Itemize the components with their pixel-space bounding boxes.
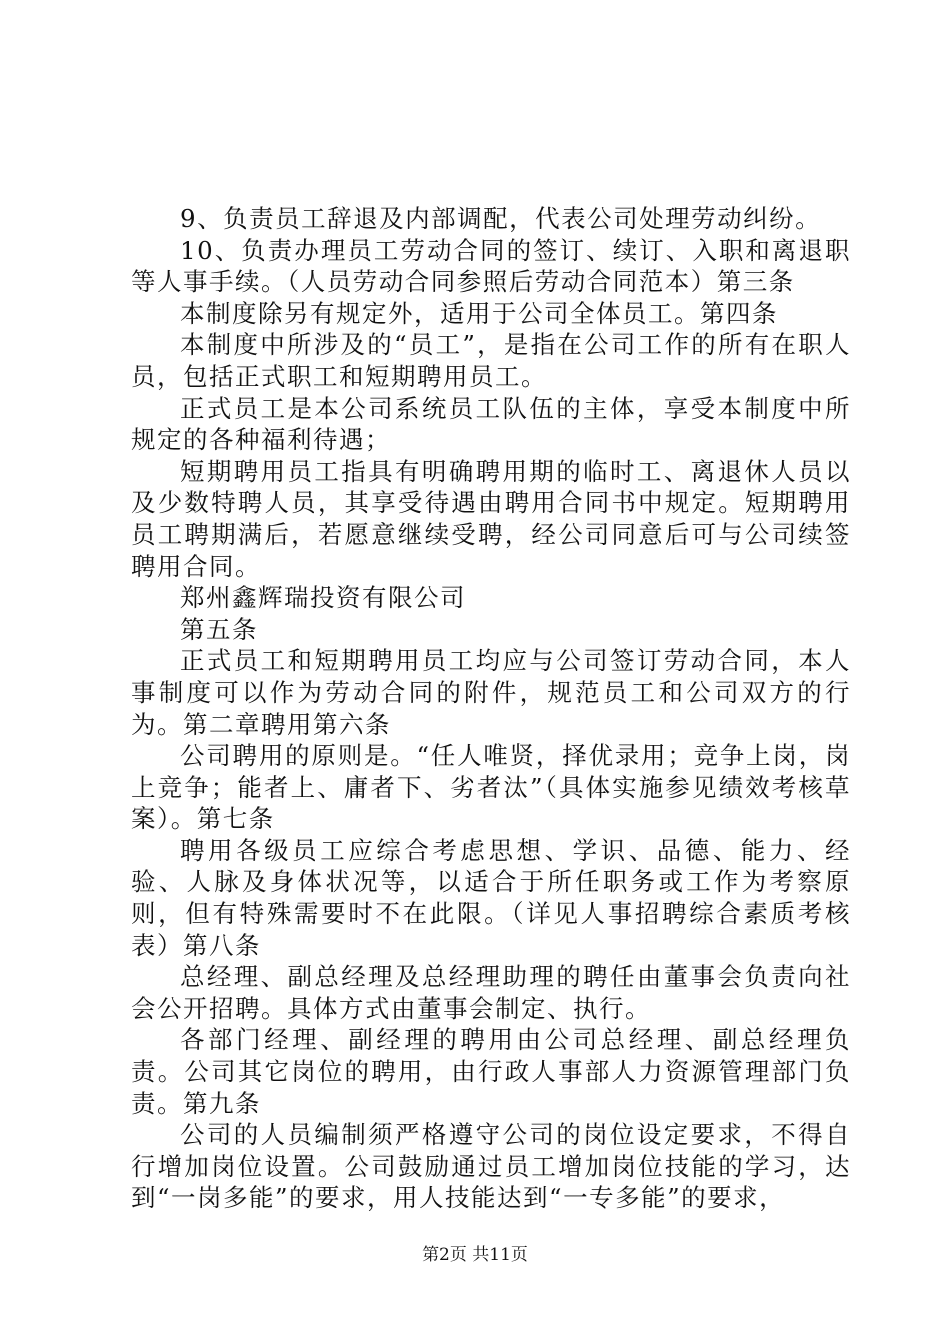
paragraph-9: 正式员工和短期聘用员工均应与公司签订劳动合同，本人事制度可以作为劳动合同的附件，规范员工和公司双方的行为。第二章聘用第六条 bbox=[131, 646, 851, 739]
page-number-label: 第2页 共11页 bbox=[422, 1245, 528, 1265]
paragraph-4: 本制度中所涉及的“员工”，是指在公司工作的所有在职人员，包括正式职工和短期聘用员工。 bbox=[131, 330, 851, 391]
article-five-heading: 第五条 bbox=[180, 614, 258, 644]
page-footer bbox=[0, 1240, 950, 1265]
paragraph-13: 各部门经理、副经理的聘用由公司总经理、副总经理负责。公司其它岗位的聘用，由行政人事部人力资源管理部门负责。第九条 bbox=[131, 1025, 851, 1118]
paragraph-1: 9、负责员工辞退及内部调配，代表公司处理劳动纠纷。 bbox=[180, 204, 822, 233]
paragraph-10: 公司聘用的原则是。“任人唯贤，择优录用；竞争上岗，岗上竞争；能者上、庸者下、劣者汰”（具体实施参见绩效考核草案）。第七条 bbox=[131, 741, 851, 834]
company-name: 郑州鑫辉瑞投资有限公司 bbox=[180, 583, 466, 613]
paragraph-14: 公司的人员编制须严格遵守公司的岗位设定要求，不得自行增加岗位设置。公司鼓励通过员工增加岗位技能的学习，达到“一岗多能”的要求，用人技能达到“一专多能”的要求， bbox=[131, 1120, 851, 1213]
document-body bbox=[131, 203, 851, 1214]
paragraph-2: 10、负责办理员工劳动合同的签订、续订、入职和离退职等人事手续。（人员劳动合同参照后劳动合同范本）第三条 bbox=[131, 235, 851, 297]
paragraph-3: 本制度除另有规定外，适用于公司全体员工。第四条 bbox=[180, 298, 778, 328]
paragraph-5: 正式员工是本公司系统员工队伍的主体，享受本制度中所规定的各种福利待遇； bbox=[131, 393, 851, 455]
paragraph-6: 短期聘用员工指具有明确聘用期的临时工、离退休人员以及少数特聘人员，其享受待遇由聘用合同书中规定。短期聘用员工聘期满后，若愿意继续受聘，经公司同意后可与公司续签聘用合同。 bbox=[131, 456, 851, 581]
paragraph-11: 聘用各级员工应综合考虑思想、学识、品德、能力、经验、人脉及身体状况等，以适合于所任职务或工作为考察原则，但有特殊需要时不在此限。（详见人事招聘综合素质考核表）第八条 bbox=[131, 835, 851, 960]
paragraph-12: 总经理、副总经理及总经理助理的聘任由董事会负责向社会公开招聘。具体方式由董事会制定、执行。 bbox=[131, 962, 851, 1023]
